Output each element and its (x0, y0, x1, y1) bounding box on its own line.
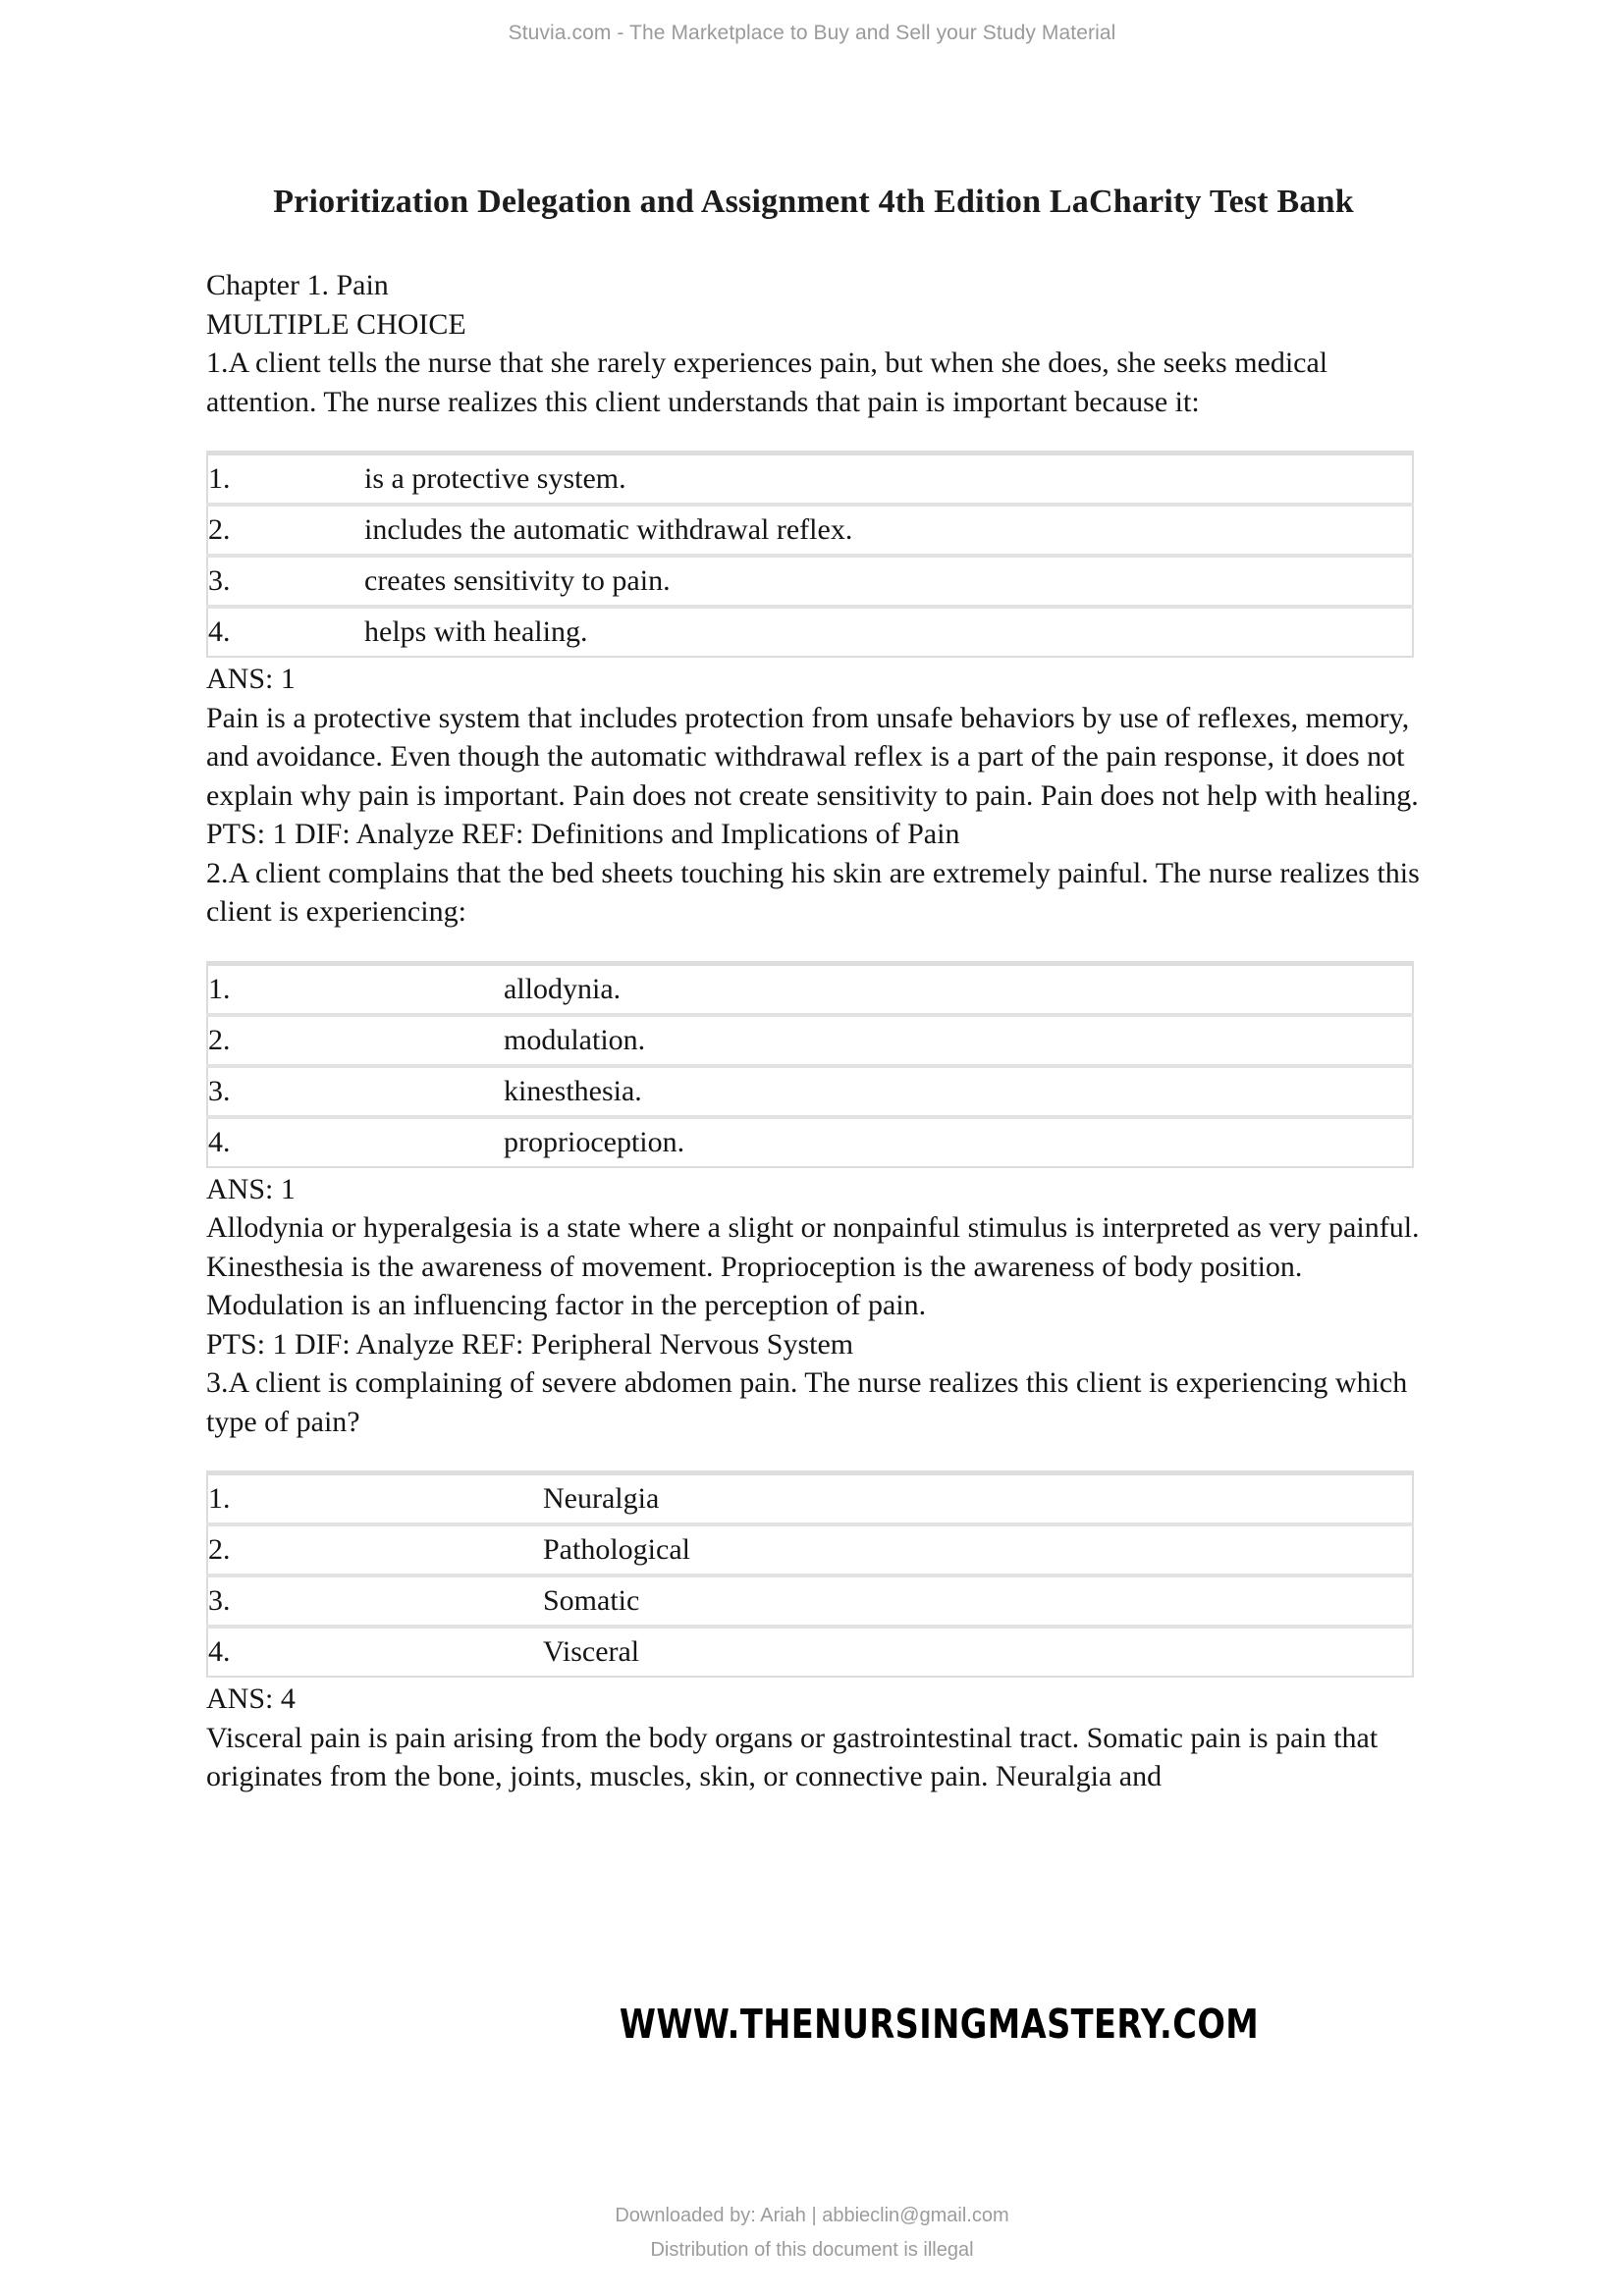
table-row[interactable] (207, 607, 1413, 657)
page-title: Prioritization Delegation and Assignment 4th Edition LaCharity Test Bank (273, 184, 1354, 220)
spacer (206, 932, 1421, 961)
question-3-answer: ANS: 4 (206, 1682, 296, 1716)
spacer (206, 421, 1421, 451)
question-1-stem: 1.A client tells the nurse that she rarely experiences pain, but when she does, she seeks medical attention. The nurse realizes this client understands that pain is important because it: (206, 347, 1328, 418)
chapter-heading: Chapter 1. Pain (206, 269, 389, 302)
option-number: 4. (207, 1117, 354, 1167)
option-number: 3. (207, 556, 354, 607)
option-number: 2. (207, 505, 354, 556)
option-text: kinesthesia. (354, 1066, 1413, 1117)
option-number: 2. (207, 1524, 354, 1575)
question-1-rationale: Pain is a protective system that includes protection from unsafe behaviors by use of reflexes, memory, and avoidance. Even though the automatic withdrawal reflex is a part of the pain response, it does not explain why pain is important. Pain does not create sensitivity to pain. Pain does not help with healing. (206, 701, 1419, 812)
document-body (206, 183, 1421, 1796)
option-number: 1. (208, 462, 231, 496)
spacer (206, 1441, 1421, 1470)
question-1-meta: PTS: 1 DIF: Analyze REF: Definitions and Implications of Pain (206, 818, 960, 851)
option-number: 4. (207, 1627, 354, 1677)
option-text: Neuralgia (543, 1482, 660, 1516)
question-2-answer: ANS: 1 (206, 1172, 296, 1205)
page-footer (0, 2205, 1624, 2262)
option-text: includes the automatic withdrawal reflex. (354, 505, 1413, 556)
option-text: Pathological (354, 1524, 1413, 1575)
table-row[interactable] (207, 1066, 1413, 1117)
question-1-options-table (206, 451, 1414, 658)
option-text: Somatic (354, 1575, 1413, 1627)
option-text: modulation. (354, 1015, 1413, 1066)
question-2-stem: 2.A client complains that the bed sheets touching his skin are extremely painful. The nurse realizes this client is experiencing: (206, 856, 1420, 929)
question-2-meta: PTS: 1 DIF: Analyze REF: Peripheral Nervous System (206, 1327, 854, 1361)
option-number: 3. (207, 1575, 354, 1627)
table-row[interactable] (207, 1473, 1413, 1525)
option-text: allodynia. (504, 972, 622, 1005)
question-3-options-table (206, 1470, 1414, 1678)
question-3-rationale: Visceral pain is pain arising from the body organs or gastrointestinal tract. Somatic pain is pain that originates from the bone, joints, muscles, skin, or connective pain. Neuralgia and (206, 1721, 1379, 1793)
downloaded-by-text: Downloaded by: Ariah | abbieclin@gmail.com (615, 2205, 1009, 2226)
question-2-rationale: Allodynia or hyperalgesia is a state where a slight or nonpainful stimulus is interpreted as very painful. Kinesthesia is the awareness of movement. Proprioception is the awareness of body position. Modulation is an influencing factor in the perception of pain. (206, 1211, 1420, 1322)
option-number: 1. (208, 1482, 231, 1516)
table-row[interactable] (207, 556, 1413, 607)
distribution-notice: Distribution of this document is illegal (650, 2239, 974, 2261)
option-text: is a protective system. (364, 462, 626, 496)
option-text: Visceral (354, 1627, 1413, 1677)
table-row[interactable] (207, 963, 1413, 1015)
question-2-options-table (206, 961, 1414, 1168)
option-text: helps with healing. (354, 607, 1413, 657)
option-text: proprioception. (354, 1117, 1413, 1167)
option-number: 3. (207, 1066, 354, 1117)
option-number: 1. (208, 972, 231, 1005)
option-number: 4. (207, 607, 354, 657)
table-row[interactable] (207, 1015, 1413, 1066)
question-3-stem: 3.A client is complaining of severe abdomen pain. The nurse realizes this client is experiencing which type of pain? (206, 1366, 1408, 1438)
table-row[interactable] (207, 1117, 1413, 1167)
section-heading: MULTIPLE CHOICE (206, 307, 466, 341)
stuvia-banner: Stuvia.com - The Marketplace to Buy and Sell your Study Material (508, 22, 1116, 44)
site-watermark (146, 2001, 1478, 2048)
table-row[interactable] (207, 1627, 1413, 1677)
site-watermark-text: WWW.THENURSINGMASTERY.COM (619, 2001, 1260, 2048)
option-number: 2. (207, 1015, 354, 1066)
question-1-answer: ANS: 1 (206, 663, 296, 696)
table-row[interactable] (207, 1524, 1413, 1575)
table-row[interactable] (207, 1575, 1413, 1627)
table-row[interactable] (207, 505, 1413, 556)
option-text: creates sensitivity to pain. (354, 556, 1413, 607)
table-row[interactable] (207, 454, 1413, 506)
